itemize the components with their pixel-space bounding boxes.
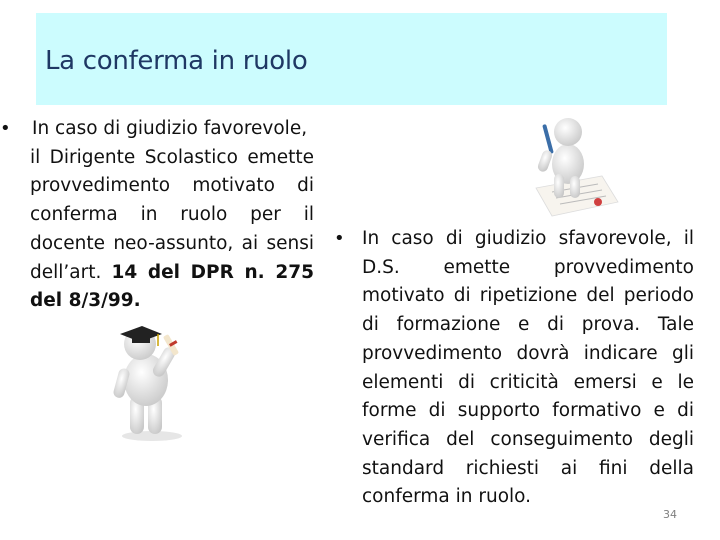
- figure-with-documents-icon: [518, 106, 624, 220]
- bullet-icon: •: [0, 118, 11, 139]
- right-paragraph: In caso di giudizio sfavorevole, il D.S. emette provvedimento motivato di ripetizione del periodo di formazione e di prova. Tale provvedimento dovrà indicare gli elementi di criticità emersi e le forme di supporto formativo e di verifica del conseguimento degli standard richiesti ai fini della conferma in ruolo.: [362, 228, 694, 508]
- right-column: [334, 225, 694, 512]
- page-number: 34: [663, 508, 677, 521]
- bullet-icon: •: [334, 228, 345, 249]
- left-bullet-item: [0, 115, 314, 316]
- left-text-first-line: In caso di giudizio favorevole,: [32, 118, 308, 139]
- graduate-figure-icon: [108, 318, 196, 442]
- left-reference: 14 del DPR n. 275 del 8/3/99.: [30, 261, 314, 312]
- right-bullet-item: [334, 225, 694, 512]
- left-column: [0, 115, 314, 316]
- slide-title: La conferma in ruolo: [45, 46, 308, 76]
- left-text: il Dirigente Scolastico emette provvedimento motivato di conferma in ruolo per il docente neo-assunto, ai sensi dell’art.: [30, 146, 314, 283]
- title-bar: [36, 13, 667, 105]
- left-paragraph: [30, 115, 314, 316]
